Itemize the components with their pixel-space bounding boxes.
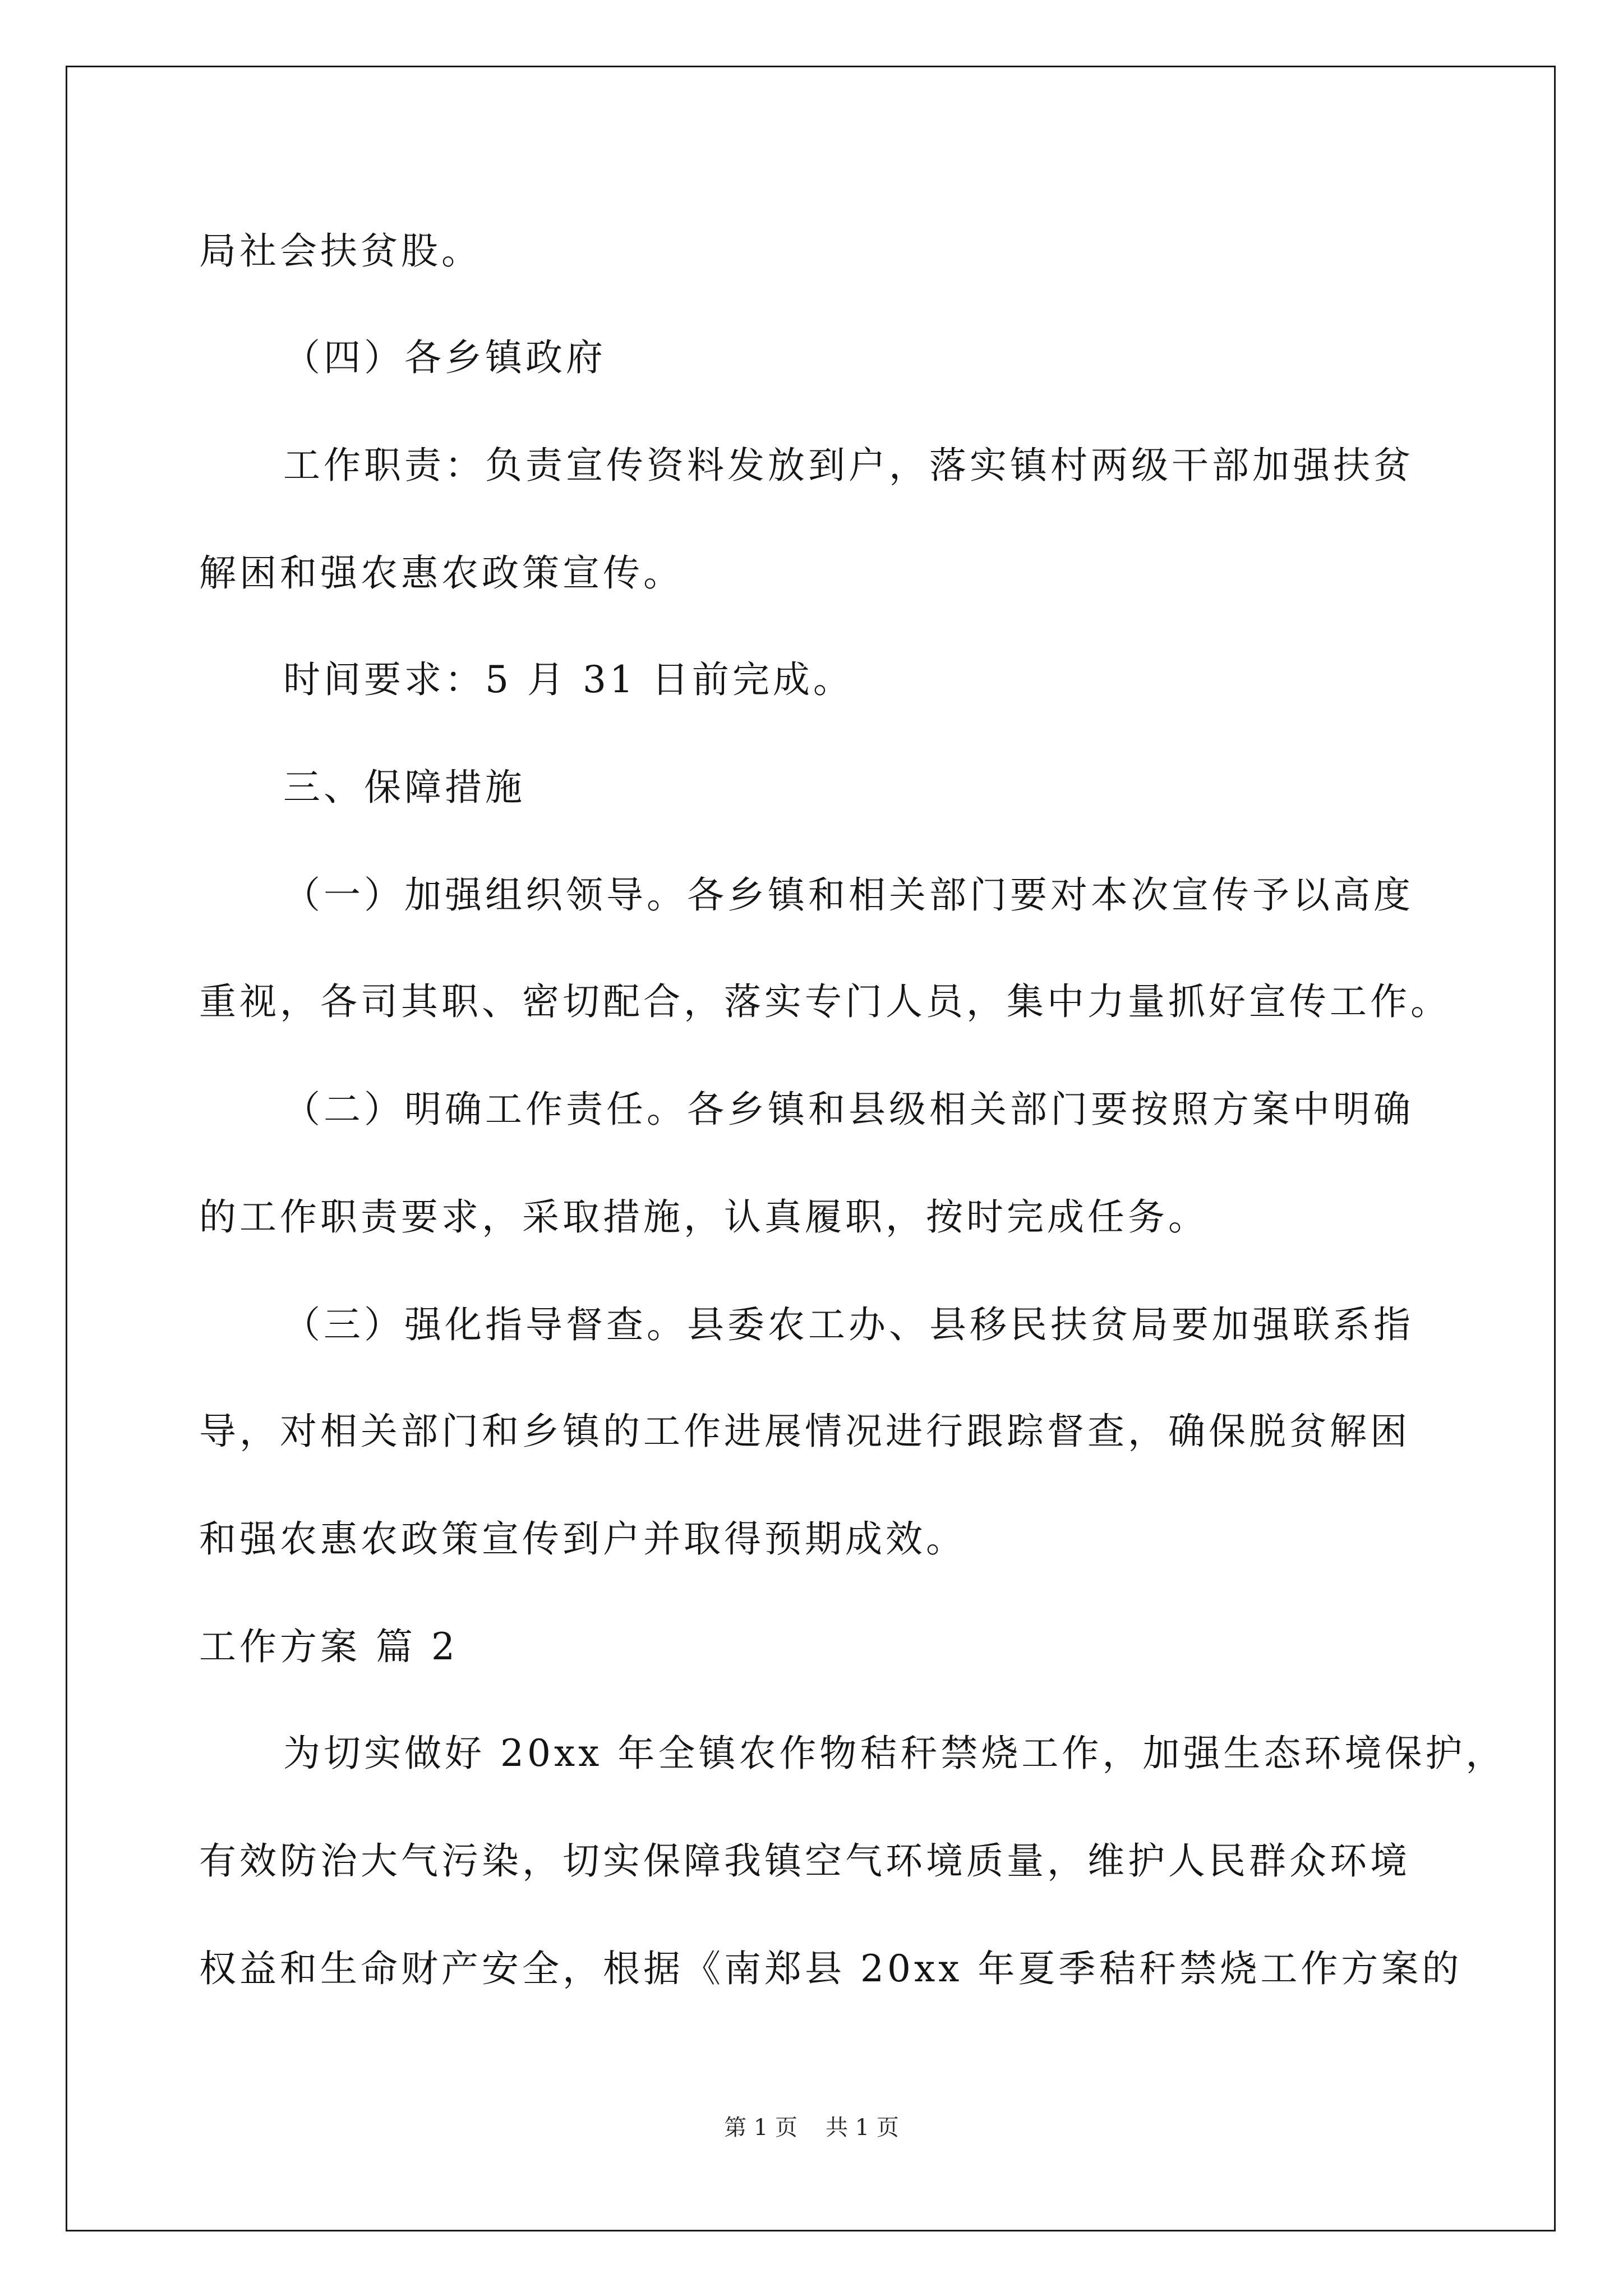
page-footer [0,2114,1623,2142]
paragraph-line: （一）加强组织领导。各乡镇和相关部门要对本次宣传予以高度 [283,873,1414,917]
paragraph-line: 重视，各司其职、密切配合，落实专门人员，集中力量抓好宣传工作。 [199,980,1451,1023]
paragraph-line: 时间要求：5 月 31 日前完成。 [283,658,854,701]
paragraph-line: 解困和强农惠农政策宣传。 [199,551,684,595]
section-title: 工作方案 篇 2 [199,1625,458,1668]
paragraph-line: 权益和生命财产安全，根据《南郑县 20xx 年夏季秸秆禁烧工作方案的 [199,1947,1463,1990]
paragraph-line: 有效防治大气污染，切实保障我镇空气环境质量，维护人民群众环境 [199,1839,1410,1883]
section-heading: （四）各乡镇政府 [283,336,606,379]
paragraph-line: （二）明确工作责任。各乡镇和县级相关部门要按照方案中明确 [283,1088,1414,1131]
paragraph-line: （三）强化指导督查。县委农工办、县移民扶贫局要加强联系指 [283,1303,1414,1346]
paragraph-line: 工作职责：负责宣传资料发放到户，落实镇村两级干部加强扶贫 [283,444,1414,487]
paragraph-line: 局社会扶贫股。 [199,229,482,273]
paragraph-line: 导，对相关部门和乡镇的工作进展情况进行跟踪督查，确保脱贫解困 [199,1410,1410,1453]
page-number: 第 1 页 [724,2115,797,2141]
paragraph-line: 和强农惠农政策宣传到户并取得预期成效。 [199,1517,966,1561]
paragraph-line: 为切实做好 20xx 年全镇农作物秸秆禁烧工作，加强生态环境保护， [283,1732,1506,1775]
paragraph-line: 的工作职责要求，采取措施，认真履职，按时完成任务。 [199,1195,1209,1239]
page-total: 共 1 页 [826,2115,899,2141]
section-heading: 三、保障措施 [283,766,525,809]
page-border [66,66,1556,2231]
